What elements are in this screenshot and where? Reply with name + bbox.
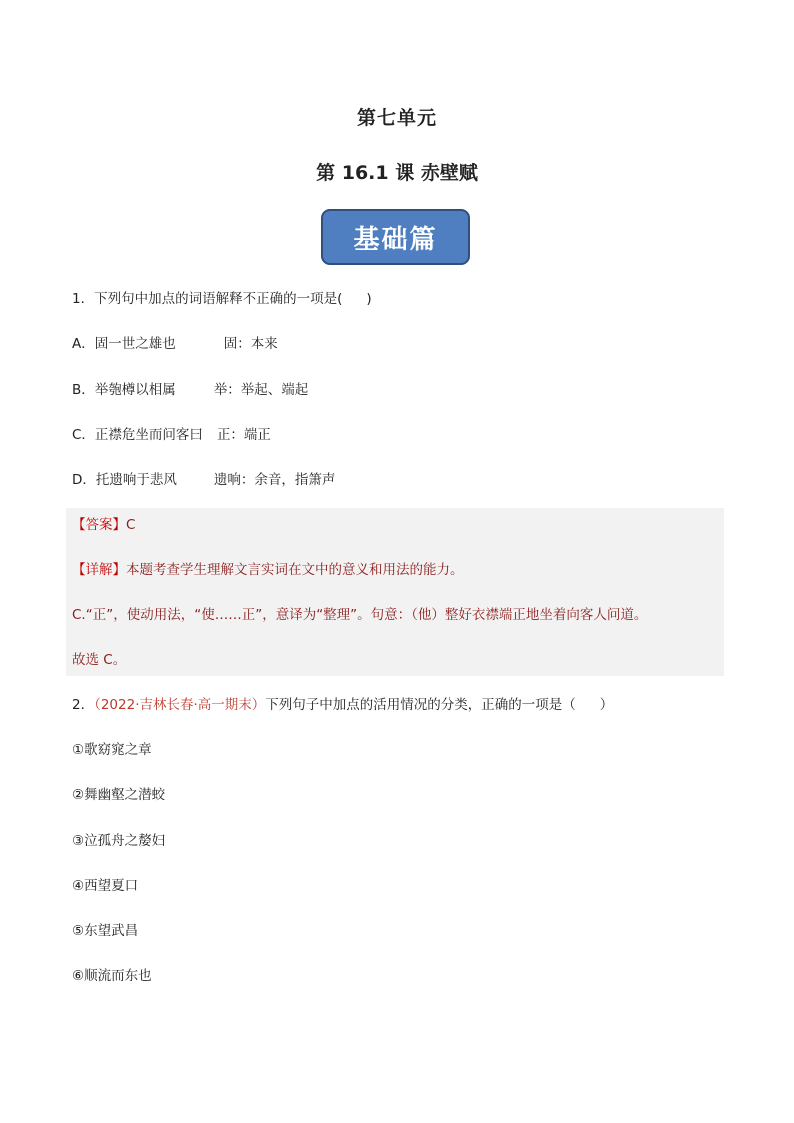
option-c [72,426,271,444]
question-1-text: 1．下列句中加点的词语解释不正确的一项是( [72,291,343,307]
question-2-source: （2022·吉林长春·高一期末） [94,697,266,713]
option-b-gloss: 举：举起、端起 [213,382,309,398]
question-2-text: 下列句子中加点的活用情况的分类，正确的一项是（ [265,697,576,713]
option-c-gloss: 正：端正 [216,427,271,443]
option-d-gloss: 遗响：余音，指箫声 [213,472,336,488]
unit-title: 第七单元 [356,107,437,129]
option-d [72,471,335,489]
option-a [72,335,278,353]
answer-panel [66,508,724,676]
question-1-stem [72,290,372,308]
q2-item-3: ③泣孤舟之嫠妇 [72,833,166,849]
option-b [72,381,308,399]
basic-section-badge: 基础篇 [321,209,470,265]
lesson-title: 第 16.1 课 赤壁赋 [316,162,478,184]
q2-item-1: ①歌窈窕之章 [72,742,152,758]
answer-line [72,516,135,534]
conclusion-text: 故选 C。 [72,652,127,668]
detail-line [72,561,464,579]
answer-tag: 【答案】 [72,517,126,533]
question-2-number: 2． [72,697,95,713]
option-d-text: D．托遗响于悲风 [72,472,177,488]
q2-item-5: ⑤东望武昌 [72,923,139,939]
q2-item-2: ②舞幽壑之潜蛟 [72,787,166,803]
q2-item-4: ④西望夏口 [72,878,139,894]
option-c-text: C．正襟危坐而问客曰 [72,427,203,443]
question-1-paren-close: ) [366,291,372,307]
question-2-stem [72,696,613,714]
option-a-text: A．固一世之雄也 [72,336,176,352]
option-b-text: B．举匏樽以相属 [72,382,176,398]
q2-item-6: ⑥顺流而东也 [72,968,152,984]
detail-tag: 【详解】 [72,562,126,578]
answer-value: C [126,517,136,533]
explanation-text: C.“正”，使动用法，“使……正”，意译为“整理”。句意：（他）整好衣襟端正地坐着向客人问道。 [72,607,648,623]
option-a-gloss: 固：本来 [223,336,278,352]
question-2-paren-close: ） [599,697,614,713]
detail-text: 本题考查学生理解文言实词在文中的意义和用法的能力。 [126,562,464,578]
